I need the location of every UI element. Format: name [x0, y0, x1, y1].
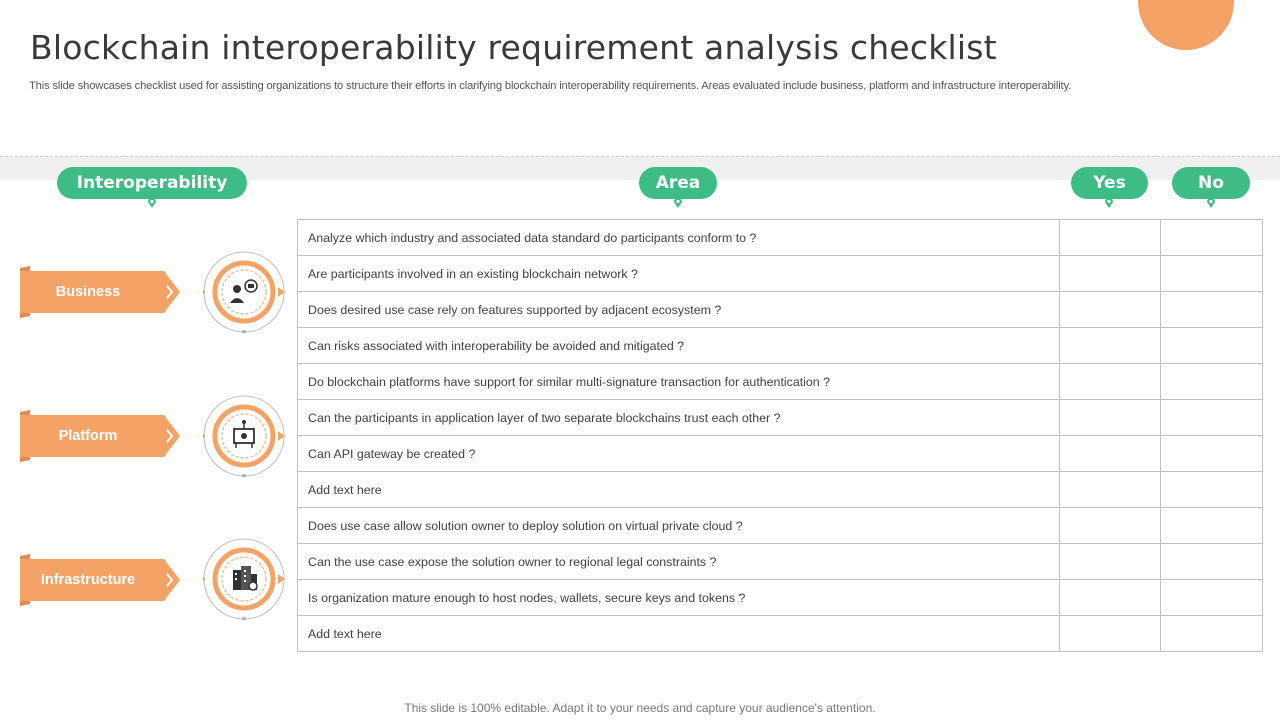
table-row — [298, 580, 1263, 616]
area-header: Area — [639, 167, 717, 199]
question-cell: Can the participants in application layer of two separate blockchains trust each other ? — [298, 400, 1060, 436]
pin-marker-icon — [1205, 197, 1217, 209]
table-row — [298, 544, 1263, 580]
table-row — [298, 292, 1263, 328]
table-row — [298, 400, 1263, 436]
no-cell[interactable] — [1161, 328, 1263, 364]
category-label: Platform — [58, 428, 118, 444]
business-node — [203, 251, 285, 333]
decorative-circle — [1138, 0, 1234, 50]
question-cell: Add text here — [298, 472, 1060, 508]
table-row — [298, 508, 1263, 544]
table-row — [298, 436, 1263, 472]
no-cell[interactable] — [1161, 508, 1263, 544]
pin-marker-icon — [146, 197, 158, 209]
no-cell[interactable] — [1161, 580, 1263, 616]
page-title: Blockchain interoperability requirement analysis checklist — [30, 28, 997, 67]
question-cell: Is organization mature enough to host nodes, wallets, secure keys and tokens ? — [298, 580, 1060, 616]
yes-cell[interactable] — [1060, 292, 1161, 328]
question-cell: Can the use case expose the solution owner to regional legal constraints ? — [298, 544, 1060, 580]
yes-cell[interactable] — [1060, 436, 1161, 472]
no-cell[interactable] — [1161, 544, 1263, 580]
table-row — [298, 616, 1263, 652]
yes-cell[interactable] — [1060, 220, 1161, 256]
no-cell[interactable] — [1161, 400, 1263, 436]
infrastructure-node — [203, 538, 285, 620]
question-cell: Do blockchain platforms have support for similar multi-signature transaction for authentication ? — [298, 364, 1060, 400]
question-cell: Add text here — [298, 616, 1060, 652]
category-label: Infrastructure — [40, 572, 136, 588]
no-cell[interactable] — [1161, 364, 1263, 400]
yes-cell[interactable] — [1060, 544, 1161, 580]
table-row — [298, 364, 1263, 400]
no-cell[interactable] — [1161, 292, 1263, 328]
question-cell: Does desired use case rely on features supported by adjacent ecosystem ? — [298, 292, 1060, 328]
table-row — [298, 472, 1263, 508]
pin-marker-icon — [672, 197, 684, 209]
yes-cell[interactable] — [1060, 328, 1161, 364]
no-cell[interactable] — [1161, 220, 1263, 256]
interoperability-header: Interoperability — [57, 167, 247, 199]
page-subtitle: This slide showcases checklist used for assisting organizations to structure their efforts in clarifying blockchain interoperability requirements. Areas evaluated include business, platform and infrastructure interoperability. — [29, 80, 1072, 92]
question-cell: Can risks associated with interoperability be avoided and mitigated ? — [298, 328, 1060, 364]
yes-header: Yes — [1071, 167, 1148, 199]
question-cell: Are participants involved in an existing blockchain network ? — [298, 256, 1060, 292]
no-cell[interactable] — [1161, 256, 1263, 292]
yes-cell[interactable] — [1060, 580, 1161, 616]
no-header: No — [1172, 167, 1250, 199]
yes-cell[interactable] — [1060, 364, 1161, 400]
no-cell[interactable] — [1161, 616, 1263, 652]
table-row — [298, 256, 1263, 292]
yes-cell[interactable] — [1060, 472, 1161, 508]
yes-cell[interactable] — [1060, 616, 1161, 652]
category-label: Business — [55, 284, 121, 300]
yes-cell[interactable] — [1060, 508, 1161, 544]
question-cell: Does use case allow solution owner to deploy solution on virtual private cloud ? — [298, 508, 1060, 544]
table-row — [298, 328, 1263, 364]
footer-note: This slide is 100% editable. Adapt it to your needs and capture your audience's attention. — [404, 701, 876, 715]
question-cell: Can API gateway be created ? — [298, 436, 1060, 472]
yes-cell[interactable] — [1060, 256, 1161, 292]
yes-cell[interactable] — [1060, 400, 1161, 436]
platform-node — [203, 395, 285, 477]
question-cell: Analyze which industry and associated data standard do participants conform to ? — [298, 220, 1060, 256]
no-cell[interactable] — [1161, 436, 1263, 472]
table-row — [298, 220, 1263, 256]
checklist-table — [297, 219, 1263, 652]
no-cell[interactable] — [1161, 472, 1263, 508]
pin-marker-icon — [1103, 197, 1115, 209]
